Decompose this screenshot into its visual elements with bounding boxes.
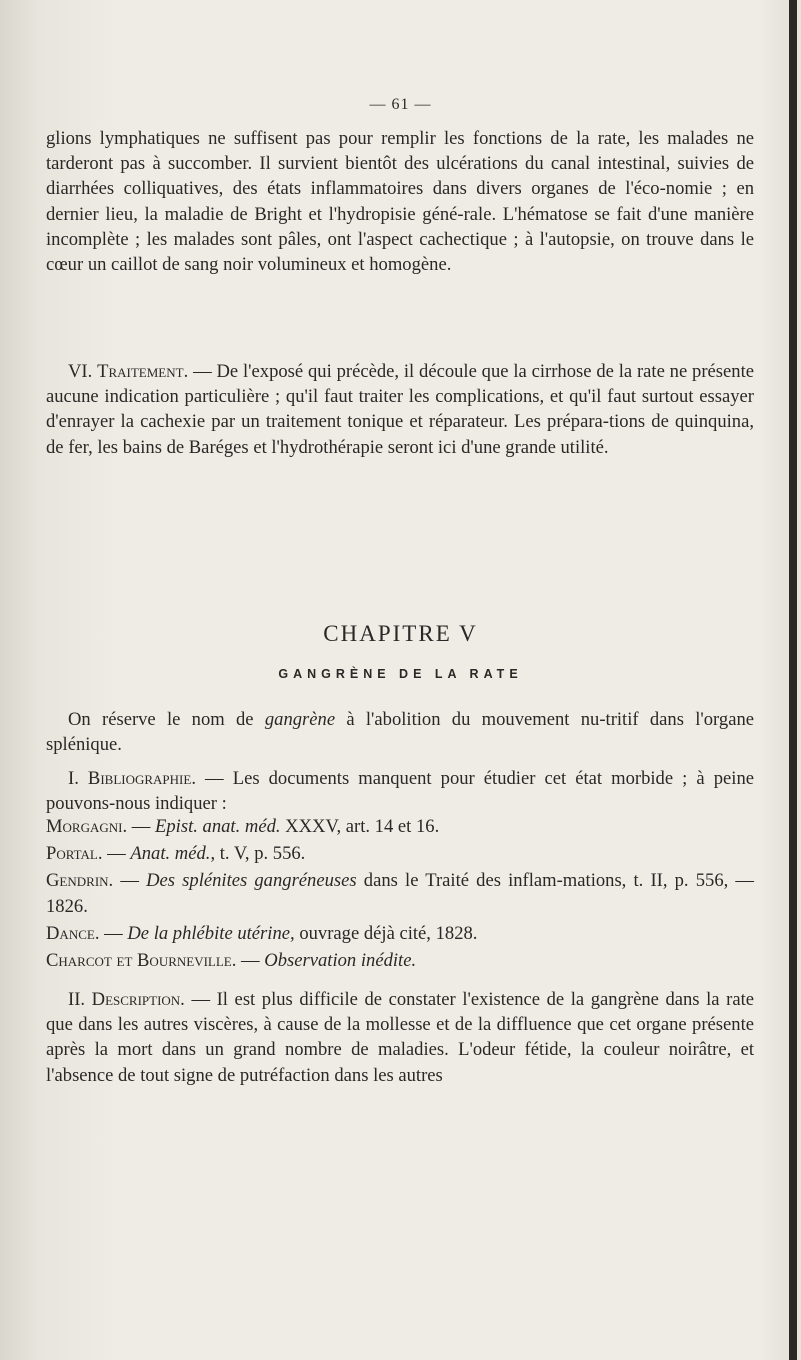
chapter-subtitle: GANGRÈNE DE LA RATE [278, 667, 523, 681]
entry-author: Portal. [46, 843, 103, 865]
entry-rest: XXXV, art. 14 et 16. [280, 816, 440, 837]
entry-rest: ouvrage déjà cité, 1828. [294, 922, 478, 944]
section-traitement [46, 359, 754, 460]
page-number: — 61 — [369, 96, 432, 113]
bibliography-entry [46, 921, 754, 946]
entry-title: De la phlébite utérine, [127, 922, 295, 944]
section-number: I. [68, 768, 79, 789]
entry-author: Morgagni. [46, 816, 128, 837]
intro-after: à l'abolition du mouvement nu-tritif dans l'organe splénique. [46, 709, 754, 756]
entry-title: Epist. anat. méd. [155, 816, 281, 837]
paragraph-1: glions lymphatiques ne suffisent pas pour remplir les fonctions de la rate, les malades ne tarderont pas à succomber. Il survient bientôt des ulcérations du canal intestinal, suivies de diarrhées colliquatives, des états inflammatoires dans divers organes de l'éco-nomie ; en dernier lieu, la maladie de Bright et l'hydropisie géné-rale. L'hématose se fait d'une manière incomplète ; les malades sont pâles, ont l'aspect cachectique ; à l'autopsie, on trouve dans le cœur un caillot de sang noir volumineux et homogène. [46, 128, 754, 276]
entry-sep: — [127, 816, 156, 837]
entry-sep: — [236, 950, 265, 972]
section-number: II. [68, 989, 86, 1010]
entry-author: Gendrin. [46, 870, 114, 892]
section-text: — Les documents manquent pour étudier cet état morbide ; à peine pouvons-nous indiquer : [46, 768, 754, 815]
entry-sep: — [113, 870, 147, 892]
entry-sep: — [102, 843, 131, 865]
entry-author: Charcot et Bourneville. [46, 950, 237, 972]
section-heading: Description. [91, 989, 185, 1010]
paragraph-continuation [46, 126, 754, 277]
bibliography-entry [46, 814, 754, 839]
bibliography-entry [46, 948, 754, 973]
intro-term: gangrène [264, 709, 336, 730]
entry-rest: , t. V, p. 556. [210, 843, 306, 865]
section-heading: Traitement. [97, 361, 189, 382]
bibliography-list [46, 814, 754, 975]
section-bibliographie [46, 766, 754, 816]
entry-author: Dance. [46, 922, 100, 944]
section-text: — De l'exposé qui précède, il découle que la cirrhose de la rate ne présente aucune indication particulière ; qu'il faut traiter les complications, et qu'il faut surtout essayer d'enrayer la cachexie par un traitement tonique et réparateur. Les prépara-tions de quinquina, de fer, les bains de Baréges et l'hydrothérapie seront ici d'une grande utilité. [46, 361, 754, 458]
section-heading: Bibliographie. [87, 768, 196, 789]
bibliography-entry [46, 868, 754, 918]
bibliography-entry [46, 841, 754, 866]
entry-title: Anat. méd. [130, 843, 211, 865]
chapter-intro [46, 707, 754, 757]
intro-before: On réserve le nom de [68, 709, 265, 730]
section-description [46, 987, 754, 1088]
section-number: VI. [68, 361, 93, 382]
entry-rest: dans le Traité des inflam-mations, t. II, p. 556, — 1826. [46, 870, 755, 917]
section-text: — Il est plus difficile de constater l'existence de la gangrène dans la rate que dans les autres viscères, à cause de la mollesse et de la diffluence que cet organe présente après la mort dans un grand nombre de maladies. L'odeur fétide, la couleur noirâtre, et l'absence de tout signe de putréfaction dans les autres [46, 989, 754, 1086]
entry-title: Des splénites gangréneuses [146, 870, 357, 892]
entry-title: Observation inédite. [264, 950, 417, 972]
chapter-title: CHAPITRE V [323, 621, 478, 646]
entry-sep: — [99, 922, 128, 944]
